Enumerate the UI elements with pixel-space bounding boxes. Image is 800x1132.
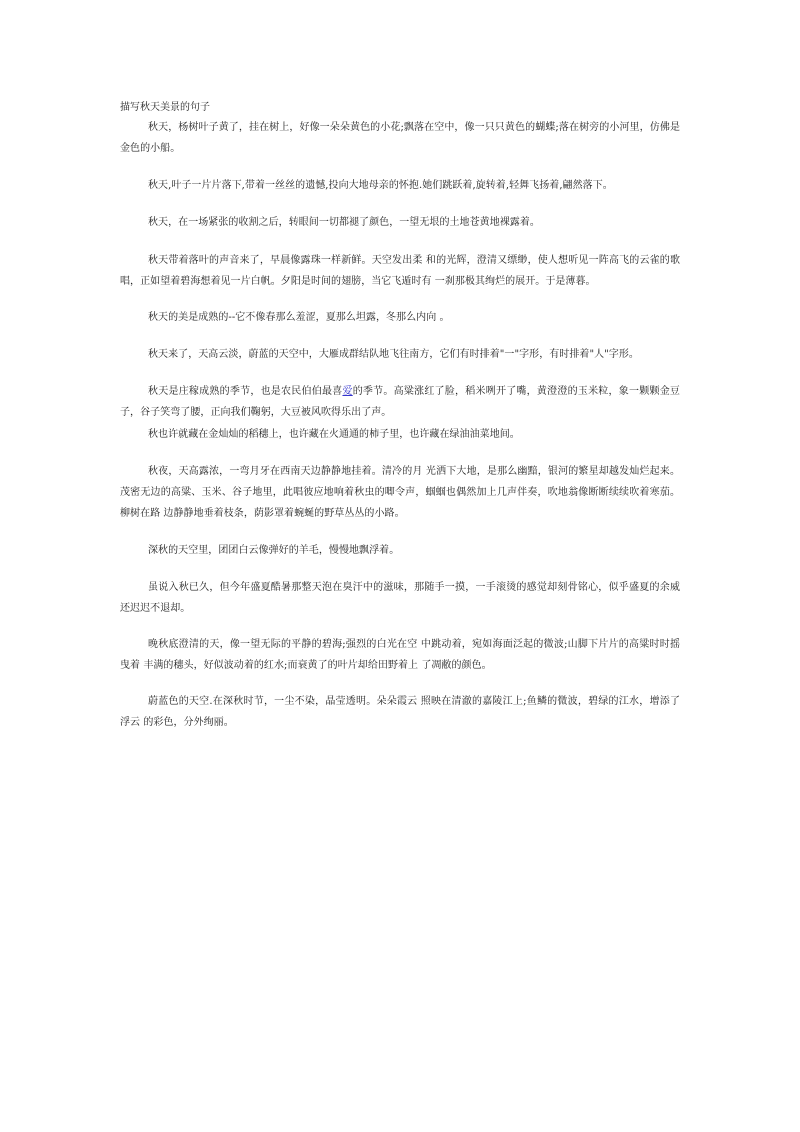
paragraph: 深秋的天空里，团团白云像弹好的羊毛，慢慢地飘浮着。 — [148, 545, 400, 556]
paragraph — [120, 381, 680, 423]
paragraph: 秋天,叶子一片片落下,带着一丝丝的遗憾,投向大地母亲的怀抱.她们跳跃着,旋转着,轻舞飞扬着,翩然落下。 — [148, 180, 613, 191]
paragraph: 秋也许就藏在金灿灿的稻穗上，也许藏在火通通的柿子里，也许藏在绿油油菜地间。 — [148, 429, 520, 440]
paragraph-text: 的季节。高粱涨红了脸，稻米咧开了嘴，黄澄澄的玉米粒，象一颗颗金豆子，谷子笑弯了腰，正向我们鞠躬，大豆被风吹得乐出了声。 — [120, 386, 680, 418]
paragraph: 秋天的美是成熟的--它不像春那么羞涩，夏那么坦露，冬那么内向 。 — [148, 312, 450, 323]
paragraph: 秋天，杨树叶子黄了，挂在树上，好像一朵朵黄色的小花;飘落在空中，像一只只黄色的蝴蝶;落在树旁的小河里，仿佛是金色的小船。 — [120, 122, 680, 154]
paragraph: 秋天来了，天高云淡，蔚蓝的天空中，大雁成群结队地飞往南方，它们有时排着"一"字形，有时排着"人"字形。 — [148, 349, 639, 360]
paragraph: 蔚蓝色的天空.在深秋时节，一尘不染，晶莹透明。朵朵霞云 照映在清澈的嘉陵江上;鱼鳞的微波，碧绿的江水，增添了浮云 的彩色，分外绚丽。 — [120, 696, 680, 728]
inline-link[interactable]: 爱 — [342, 386, 353, 397]
document-title: 描写秋天美景的句子 — [120, 102, 210, 113]
paragraph: 虽说入秋已久，但今年盛夏酷暑那整天泡在臭汗中的滋味，那随手一摸，一手滚烫的感觉却刻骨铭心，似乎盛夏的余威还迟迟不退却。 — [120, 582, 680, 614]
paragraph: 秋天，在一场紧张的收割之后，转眼间一切都褪了颜色，一望无垠的土地苍黄地裸露着。 — [148, 217, 540, 228]
paragraph-text: 秋天是庄稼成熟的季节，也是农民伯伯最喜 — [148, 386, 343, 397]
paragraph: 晚秋底澄清的天，像一望无际的平静的碧海;强烈的白光在空 中跳动着，宛如海面泛起的微波;山脚下片片的高粱时时摇曳着 丰满的穗头，好似波动着的红水;而衰黄了的叶片却给田野着上 了凋敝的颜色。 — [120, 639, 680, 671]
paragraph: 秋天带着落叶的声音来了，早晨像露珠一样新鲜。天空发出柔 和的光辉，澄清又缥缈，使人想听见一阵高飞的云雀的歌唱，正如望着碧海想着见一片白帆。夕阳是时间的翅膀，当它飞遁时有 一刹那极其绚烂的展开。于是薄暮。 — [120, 255, 680, 287]
paragraph: 秋夜，天高露浓，一弯月牙在西南天边静静地挂着。清冷的月 光洒下大地，是那么幽黯，银河的繁星却越发灿烂起来。茂密无边的高粱、玉米、谷子地里，此唱彼应地响着秋虫的唧令声，蝈蝈也偶然加上几声伴奏，吹地翁像断断续续吹着寒茄。柳树在路 边静静地垂着枝条，荫影罩着蜿蜒的野草丛丛的小路。 — [120, 466, 680, 519]
